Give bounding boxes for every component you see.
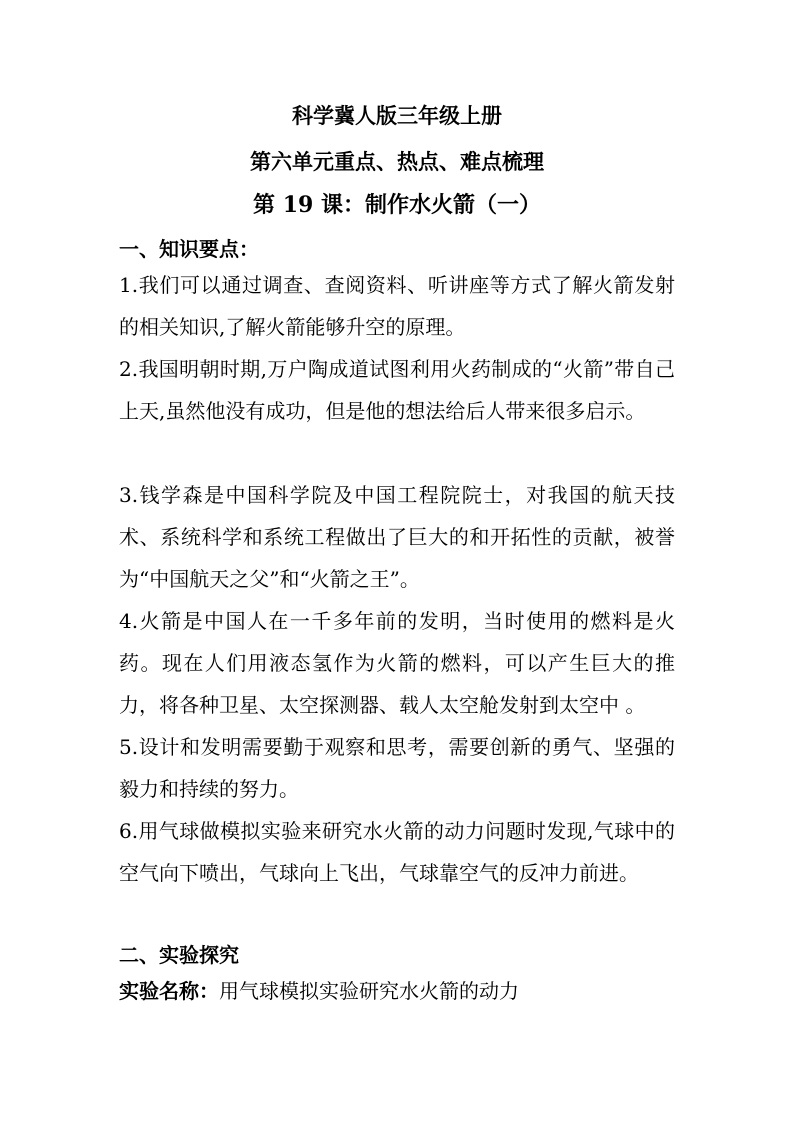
section-heading-experiment: 二、实验探究 [119,943,239,967]
knowledge-item: 6.用气球做模拟实验来研究水火箭的动力问题时发现,气球中的空气向下喷出，气球向上飞出，气球靠空气的反冲力前进。 [119,819,675,885]
knowledge-item: 3.钱学森是中国科学院及中国工程院院士，对我国的航天技术、系统科学和系统工程做出了巨大的和开拓性的贡献，被誉为“中国航天之父”和“火箭之王”。 [119,483,675,591]
knowledge-item: 2.我国明朝时期,万户陶成道试图利用火药制成的“火箭”带自己上天,虽然他没有成功，但是他的想法给后人带来很多启示。 [119,357,675,423]
knowledge-item: 4.火箭是中国人在一千多年前的发明，当时使用的燃料是火药。现在人们用液态氢作为火箭的燃料，可以产生巨大的推力，将各种卫星、太空探测器、载人太空舱发射到太空中 。 [119,609,675,717]
document-title: 科学冀人版三年级上册 [292,103,502,128]
knowledge-item: 5.设计和发明需要勤于观察和思考，需要创新的勇气、坚强的毅力和持续的努力。 [119,735,675,801]
experiment-label: 实验名称： [119,979,219,1003]
experiment-line [119,970,519,1012]
experiment-name: 用气球模拟实验研究水火箭的动力 [219,979,519,1003]
unit-subtitle: 第六单元重点、热点、难点梳理 [250,149,544,174]
knowledge-item: 1.我们可以通过调查、查阅资料、听讲座等方式了解火箭发射的相关知识,了解火箭能够升空的原理。 [119,273,675,339]
lesson-title: 第 19 课：制作水火箭（一） [253,192,541,218]
section-heading-knowledge: 一、知识要点： [119,237,259,261]
